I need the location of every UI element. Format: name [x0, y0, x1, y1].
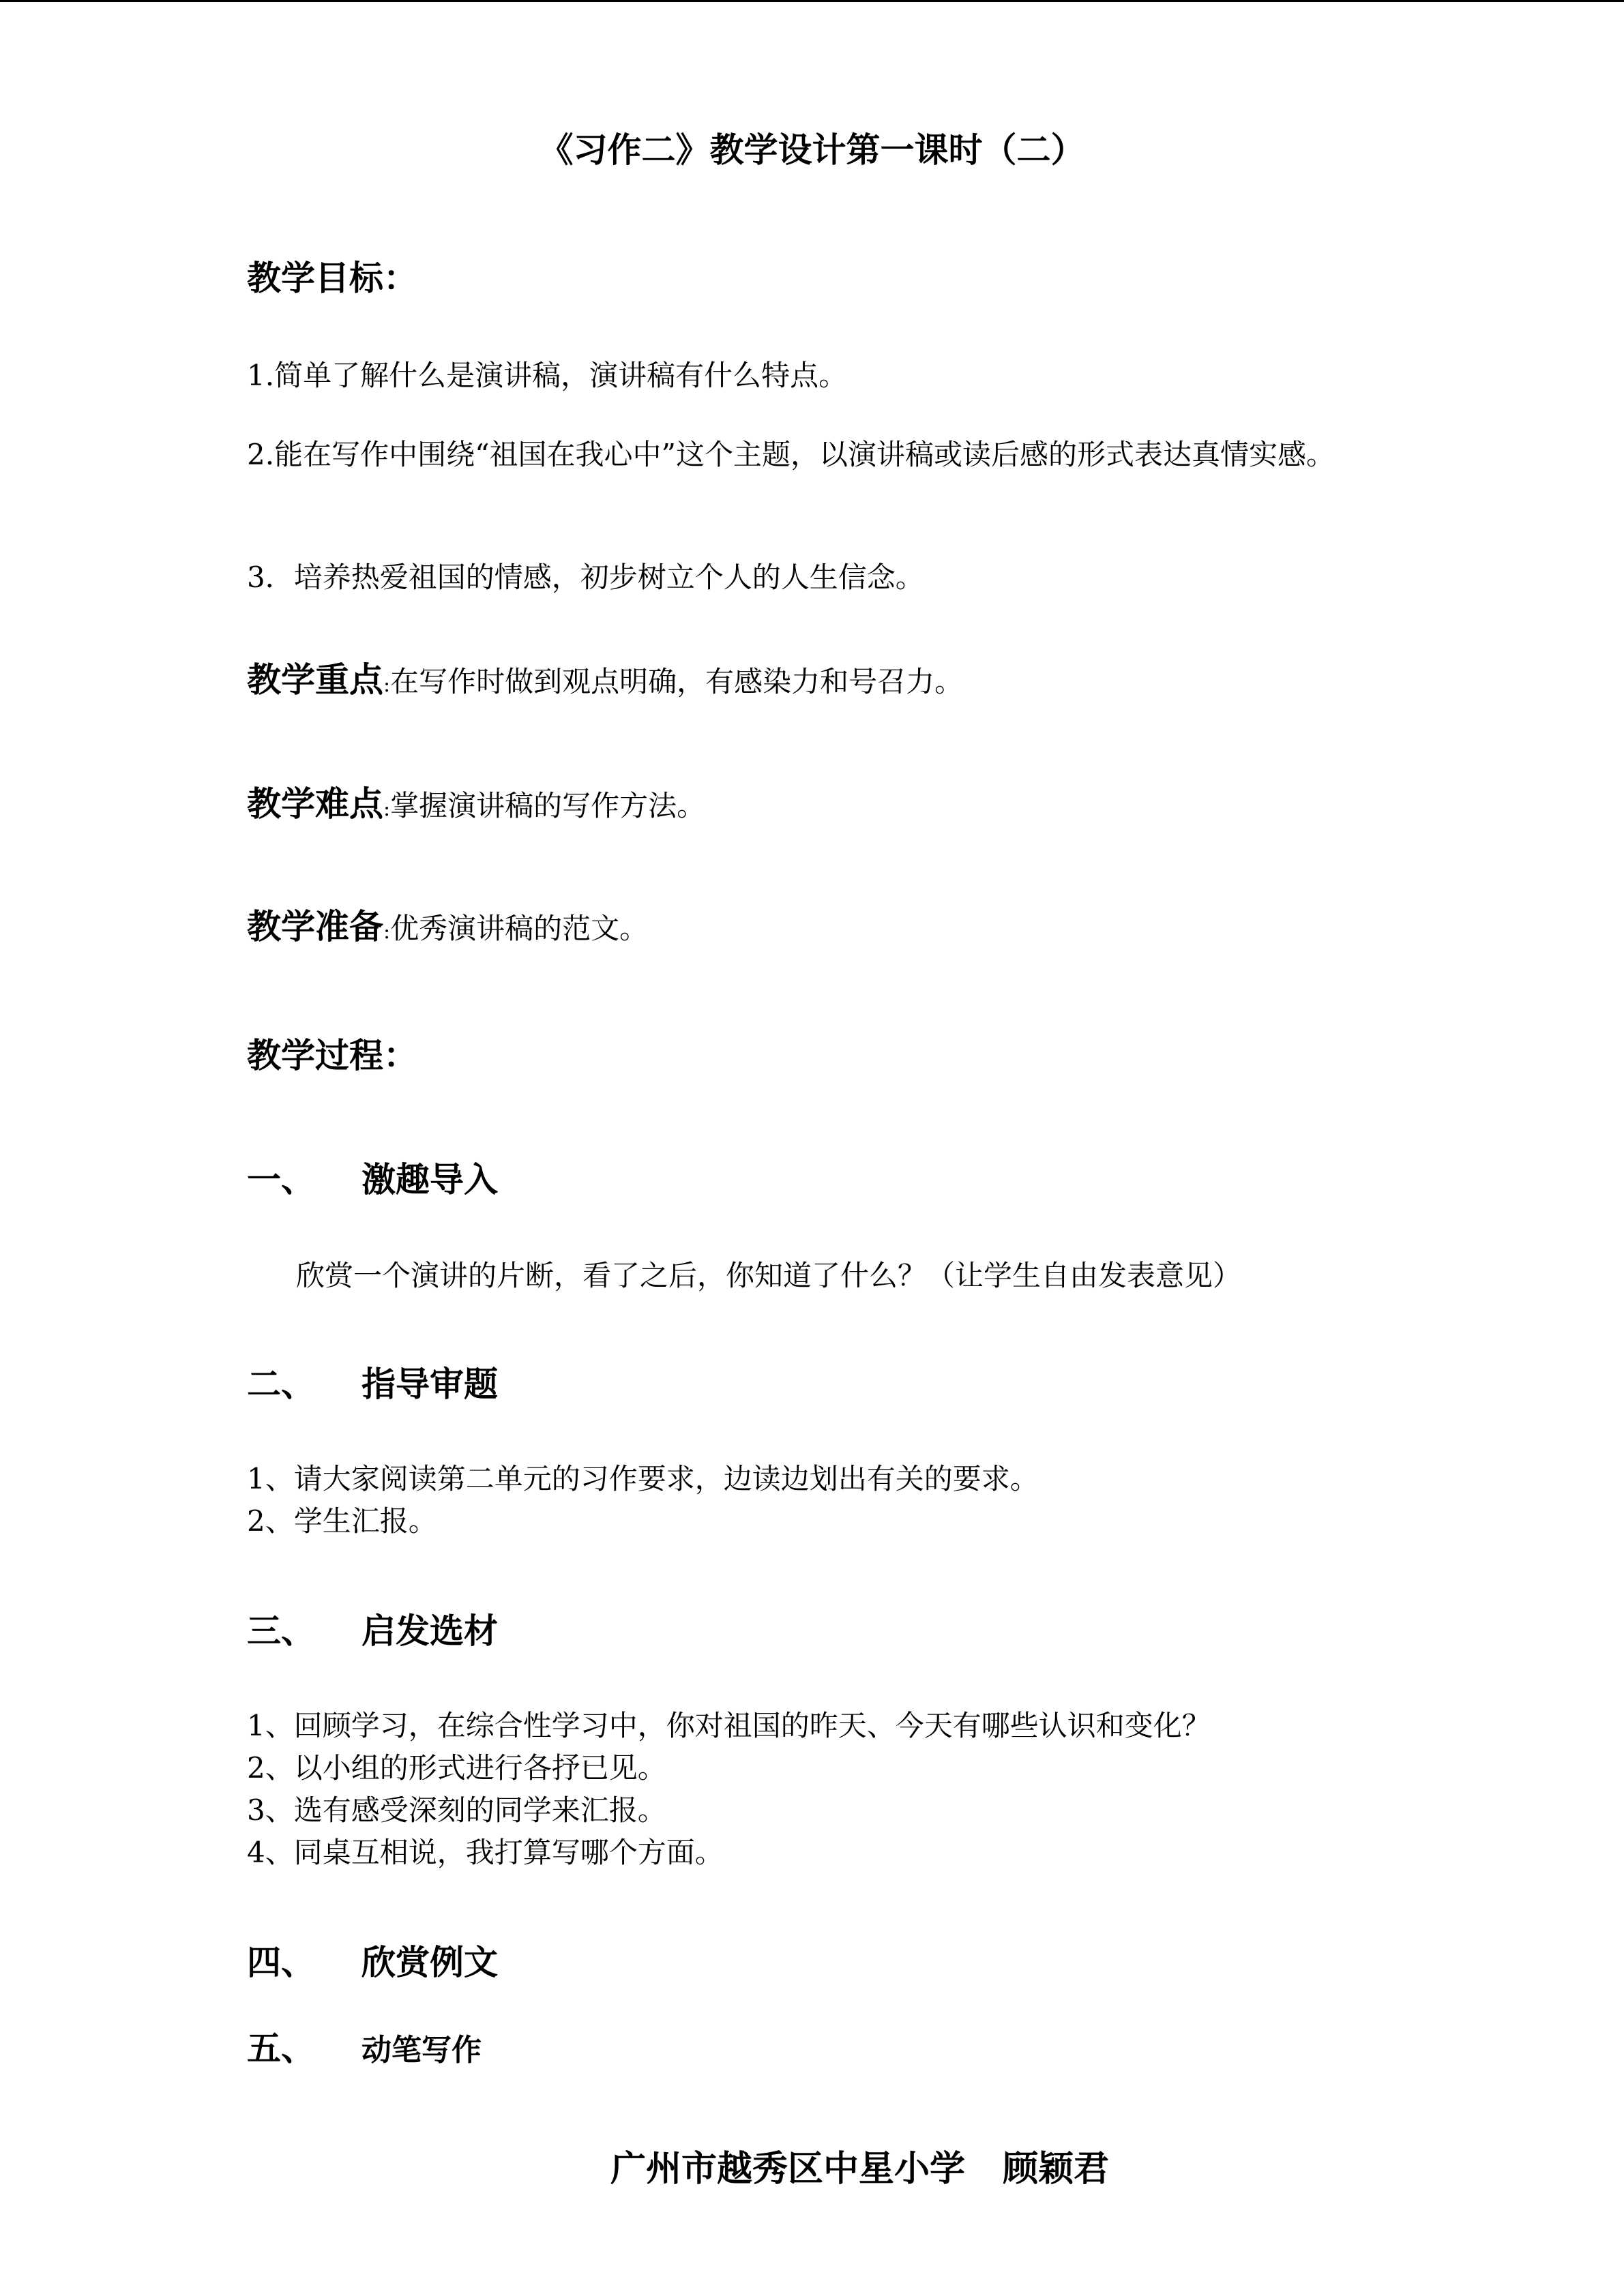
difficulty-text: 掌握演讲稿的写作方法。	[390, 789, 706, 822]
section-5-title: 动笔写作	[361, 2033, 482, 2068]
section-2-title: 指导审题	[361, 1365, 498, 1404]
preparation-colon: :	[383, 920, 391, 944]
objective-item-1: 1.简单了解什么是演讲稿，演讲稿有什么特点。	[247, 359, 848, 392]
section-3-line-3: 3、选有感受深刻的同学来汇报。	[247, 1793, 666, 1827]
section-1-number: 一、	[247, 1160, 315, 1199]
section-5-number: 五、	[247, 2029, 315, 2068]
section-3-title: 启发选材	[361, 1611, 498, 1651]
objectives-heading: 教学目标：	[247, 258, 417, 298]
key-point-colon: :	[383, 673, 391, 697]
section-3-number: 三、	[247, 1611, 315, 1651]
section-1-title: 激趣导入	[361, 1160, 498, 1199]
signature-school: 广州市越秀区中星小学	[610, 2149, 966, 2190]
objective-item-2: 2.能在写作中围绕“祖国在我心中”这个主题，以演讲稿或读后感的形式表达真情实感。	[247, 438, 1335, 471]
preparation-text: 优秀演讲稿的范文。	[390, 912, 649, 945]
section-1-line-1: 欣赏一个演讲的片断，看了之后，你知道了什么？（让学生自由发表意见）	[296, 1259, 1242, 1292]
section-3-line-4: 4、同桌互相说，我打算写哪个方面。	[247, 1836, 724, 1869]
section-3-heading	[247, 1604, 1365, 1653]
section-2-line-1: 1、请大家阅读第二单元的习作要求，边读边划出有关的要求。	[247, 1462, 1039, 1495]
key-point	[247, 659, 1365, 706]
page-title: 《习作二》教学设计第一课时（二）	[539, 130, 1085, 170]
key-point-label: 教学重点	[247, 660, 383, 700]
section-2-number: 二、	[247, 1365, 315, 1404]
difficulty-colon: :	[383, 797, 391, 821]
objective-item-3: 3．培养热爱祖国的情感，初步树立个人的人生信念。	[247, 561, 924, 594]
page-top-border	[0, 0, 1624, 2]
preparation-label: 教学准备	[247, 907, 383, 946]
difficulty	[247, 783, 1365, 831]
section-2-line-2: 2、学生汇报。	[247, 1504, 437, 1538]
section-5-heading	[247, 2021, 1365, 2070]
section-4-number: 四、	[247, 1943, 315, 1982]
section-4-heading	[247, 1935, 1365, 1984]
section-2-heading	[247, 1357, 1365, 1406]
signature	[610, 2140, 1109, 2191]
preparation	[247, 906, 1365, 953]
difficulty-label: 教学难点	[247, 784, 383, 824]
process-heading: 教学过程：	[247, 1036, 417, 1075]
section-1-heading	[247, 1152, 1365, 1202]
section-3-line-2: 2、以小组的形式进行各抒已见。	[247, 1751, 666, 1785]
key-point-text: 在写作时做到观点明确，有感染力和号召力。	[390, 665, 964, 698]
section-4-title: 欣赏例文	[361, 1943, 498, 1982]
signature-author: 顾颖君	[1003, 2149, 1110, 2190]
section-3-line-1: 1、回顾学习，在综合性学习中，你对祖国的昨天、今天有哪些认识和变化？	[247, 1709, 1211, 1742]
